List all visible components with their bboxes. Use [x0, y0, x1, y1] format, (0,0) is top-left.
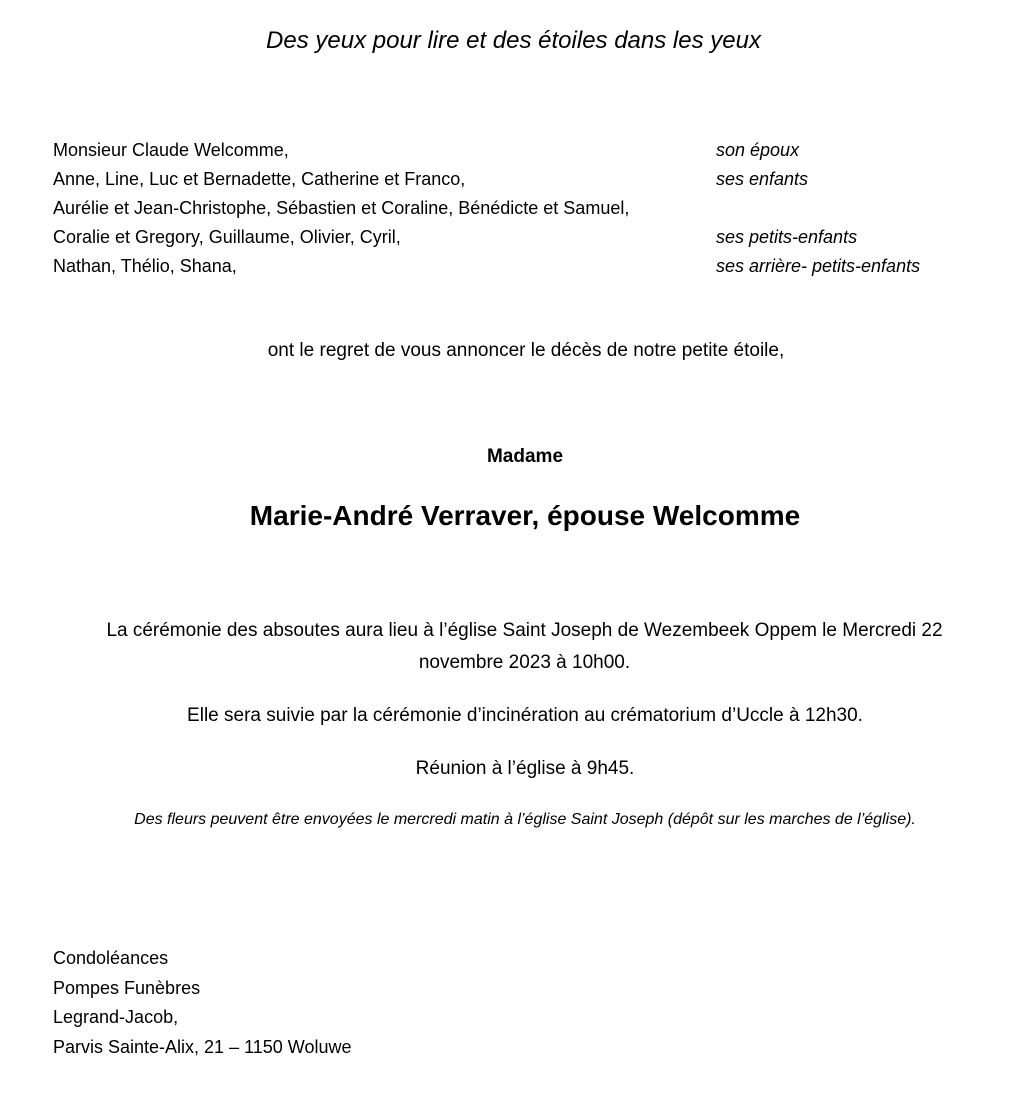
family-row — [53, 165, 983, 194]
family-list — [53, 136, 983, 281]
honorific: Madame — [486, 446, 564, 467]
family-relation: ses enfants — [716, 169, 809, 189]
incineration-details: Elle sera suivie par la cérémonie d’incinération au crématorium d’Uccle à 12h30. — [187, 705, 863, 726]
family-names: Anne, Line, Luc et Bernadette, Catherine et Franco, — [53, 169, 466, 189]
family-row — [53, 194, 983, 223]
deceased-name: Marie-André Verraver, épouse Welcomme — [249, 500, 801, 531]
family-relation: son époux — [716, 140, 800, 160]
family-row — [53, 223, 983, 252]
family-names: Coralie et Gregory, Guillaume, Olivier, Cyril, — [53, 227, 401, 247]
flowers-note: Des fleurs peuvent être envoyées le mercredi matin à l’église Saint Joseph (dépôt sur les marches de l’église). — [134, 811, 916, 828]
reunion-details: Réunion à l’église à 9h45. — [415, 758, 635, 779]
family-row — [53, 252, 983, 281]
family-names: Aurélie et Jean-Christophe, Sébastien et Coraline, Bénédicte et Samuel, — [53, 198, 630, 218]
contact-line: Pompes Funèbres — [53, 977, 201, 998]
contact-line: Condoléances — [53, 948, 169, 968]
epigraph: Des yeux pour lire et des étoiles dans les yeux — [266, 27, 761, 54]
family-relation: ses petits-enfants — [716, 227, 858, 247]
family-row — [53, 136, 983, 165]
regret-statement: ont le regret de vous annoncer le décès de notre petite étoile, — [267, 340, 785, 361]
contact-line: Legrand-Jacob, — [53, 1007, 179, 1027]
family-names: Nathan, Thélio, Shana, — [53, 256, 237, 276]
family-relation: ses arrière- petits-enfants — [716, 256, 921, 276]
family-names: Monsieur Claude Welcomme, — [53, 140, 289, 160]
condolences-contact — [53, 944, 352, 1062]
ceremony-details: La cérémonie des absoutes aura lieu à l’église Saint Joseph de Wezembeek Oppem le Mercredi 22 novembre 2023 à 10h00. — [106, 620, 943, 673]
contact-line: Parvis Sainte-Alix, 21 – 1150 Woluwe — [53, 1036, 352, 1057]
